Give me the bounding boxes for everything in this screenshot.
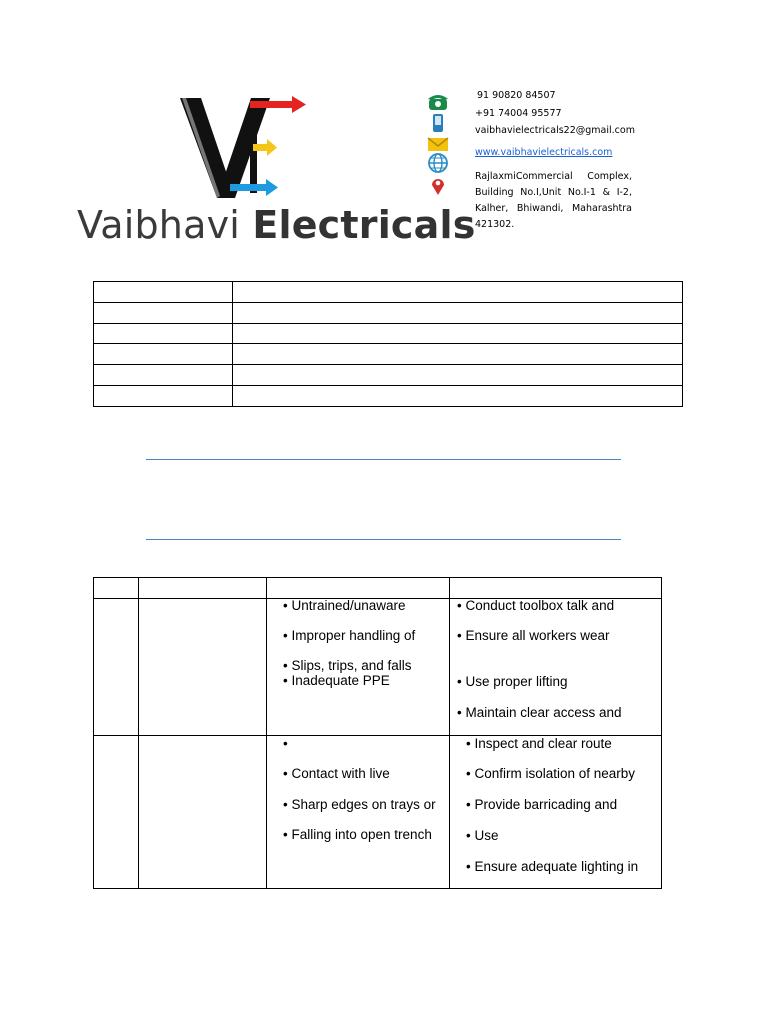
control-item: • Use proper lifting (457, 674, 568, 689)
hazard-item: • Slips, trips, and falls (283, 658, 412, 673)
control-item: • Use (466, 828, 499, 843)
email-address[interactable]: vaibhavielectricals22@gmail.com (475, 125, 635, 136)
hazard-item: • Falling into open trench (283, 827, 432, 842)
postal-address: RajlaxmiCommercial Complex, Building No.I,Unit No.I-1 & I-2, Kalher, Bhiwandi, Maharashtra 421302. (475, 171, 632, 230)
details-value-cell (233, 323, 683, 344)
details-value-cell (233, 365, 683, 386)
divider-line (146, 459, 621, 460)
hazard-item: • Sharp edges on trays or (283, 797, 436, 812)
hazard-table (93, 577, 662, 889)
sr-cell (94, 736, 139, 889)
details-label-cell (94, 323, 233, 344)
mobile-icon (426, 113, 450, 133)
details-value-cell (233, 385, 683, 406)
details-label-cell (94, 344, 233, 365)
header-cell (450, 578, 662, 599)
hazard-item: • Improper handling of (283, 628, 416, 643)
header-cell (267, 578, 450, 599)
hazard-item: • (283, 736, 288, 751)
hazard-item: • Inadequate PPE (283, 673, 390, 688)
control-item: • Maintain clear access and (457, 705, 622, 720)
activity-cell (139, 736, 267, 889)
control-item: • Confirm isolation of nearby (466, 766, 636, 781)
sr-cell (94, 599, 139, 736)
details-row (94, 344, 683, 365)
details-value-cell (233, 282, 683, 303)
details-value-cell (233, 302, 683, 323)
divider-line (146, 539, 621, 540)
activity-cell (139, 599, 267, 736)
control-item: • Ensure all workers wear (457, 628, 610, 643)
website-link[interactable]: www.vaibhavielectricals.com (475, 147, 613, 158)
details-row (94, 365, 683, 386)
details-row (94, 282, 683, 303)
details-table (93, 281, 683, 407)
hazard-item: • Untrained/unaware (283, 598, 406, 613)
details-label-cell (94, 365, 233, 386)
details-label-cell (94, 385, 233, 406)
company-name (77, 203, 476, 247)
hazard-item: • Contact with live (283, 766, 390, 781)
header-cell (139, 578, 267, 599)
phone-primary: 91 90820 84507 (477, 90, 556, 101)
email-icon (426, 134, 450, 154)
control-item: • Ensure adequate lighting in (466, 859, 639, 874)
company-name-bold: Electricals (252, 203, 476, 247)
control-item: • Inspect and clear route (466, 736, 612, 751)
details-row (94, 302, 683, 323)
header-cell (94, 578, 139, 599)
details-row (94, 323, 683, 344)
details-label-cell (94, 282, 233, 303)
globe-icon (426, 153, 450, 173)
company-name-light: Vaibhavi (77, 203, 241, 247)
phone-secondary: +91 74004 95577 (475, 108, 562, 119)
hazard-header-row (94, 578, 662, 599)
hazards-cell (267, 736, 450, 889)
phone-icon (426, 91, 450, 111)
location-pin-icon (426, 176, 450, 196)
details-row (94, 385, 683, 406)
details-value-cell (233, 344, 683, 365)
details-label-cell (94, 302, 233, 323)
control-item: • Conduct toolbox talk and (457, 598, 615, 613)
control-item: • Provide barricading and (466, 797, 618, 812)
